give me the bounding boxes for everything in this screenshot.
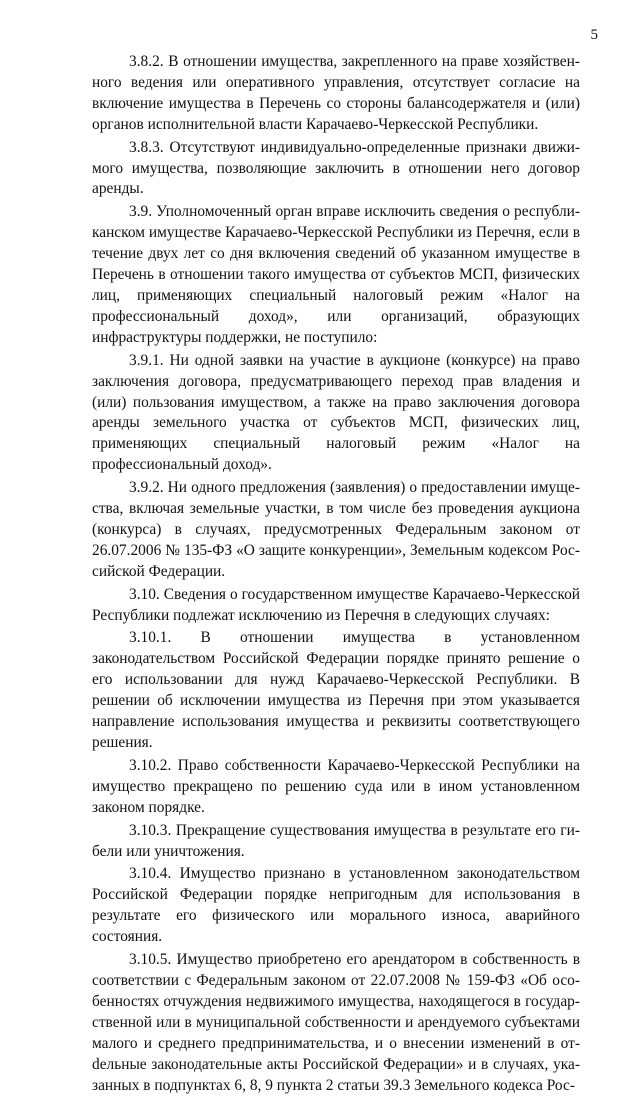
paragraph-3-8-2: 3.8.2. В отношении имущества, закрепленного на праве хозяйственного ведения или оперативного управления, отсутствует согласие на включение имущества в Перечень со стороны балансодержателя и (или) органов исполнительной власти Карачаево-Черкесской Республики.: [92, 53, 580, 133]
paragraph-3-9-1: 3.9.1. Ни одной заявки на участие в аукционе (конкурсе) на право заключения договора, предусматривающего переход прав владения и (или) пользования имуществом, а также на право заключения договора аренды земельного участка от субъектов МСП, физических лиц, применяющих специальный налоговый режим «Налог на профессиональный доход».: [92, 351, 580, 474]
paragraph-3-10-5: 3.10.5. Имущество приобретено его арендатором в собственность в соответствии с Федеральным законом от 22.07.2008 № 159-ФЗ «Об особенностях отчуждения недвижимого имущества, находящегося в государственной или в муниципальной собственности и арендуемого субъектами малого и среднего предпринимательства, и о внесении изменений в отdельные законодательные акты Российской Федерации» и в случаях, указанных в подпунктах 6, 8, 9 пункта 2 статьи 39.3 Земельного кодекса Рос-: [92, 951, 580, 1094]
paragraph-3-10-3: 3.10.3. Прекращение существования имущества в результате его гибели или уничтожения.: [92, 821, 580, 860]
paragraph-3-10-1: 3.10.1. В отношении имущества в установленном законодательством Российской Федерации порядке принято решение о его использовании для нужд Карачаево-Черкесской Республики. В решении об исключении имущества из Перечня при этом указывается направление использования имущества и реквизиты соответствующего решения.: [92, 629, 580, 751]
document-body: [92, 52, 580, 1098]
paragraph-3-10: 3.10. Сведения о государственном имуществе Карачаево-Черкесской Республики подлежат исключению из Перечня в следующих случаях:: [92, 585, 580, 624]
page-number: 5: [590, 27, 598, 43]
paragraph-3-10-4: 3.10.4. Имущество признано в установленном законодательством Российской Федерации порядке непригодным для использования в результате его физического или морального износа, аварийного состояния.: [92, 865, 580, 946]
paragraph-3-10-2: 3.10.2. Право собственности Карачаево-Черкесской Республики на имущество прекращено по решению суда или в ином установленном законом порядке.: [92, 756, 580, 816]
paragraph-3-9-2: 3.9.2. Ни одного предложения (заявления) о предоставлении имущества, включая земельные участки, в том числе без проведения аукциона (конкурса) в случаях, предусмотренных Федеральным законом от 26.07.2006 № 135-ФЗ «О защите конкуренции», Земельным кодексом Российской Федерации.: [92, 479, 580, 580]
paragraph-3-8-3: 3.8.3. Отсутствуют индивидуально-определенные признаки движимого имущества, позволяющие заключить в отношении него договор аренды.: [92, 138, 580, 198]
paragraph-3-9: 3.9. Уполномоченный орган вправе исключить сведения о республиканском имуществе Карачаево-Черкесской Республики из Перечня, если в течение двух лет со дня включения сведений об указанном имуществе в Перечень в отношении такого имущества от субъектов МСП, физических лиц, применяющих специальный налоговый режим «Налог на профессиональный доход», или организаций, образующих инфраструктуры поддержки, не поступило:: [92, 203, 580, 346]
